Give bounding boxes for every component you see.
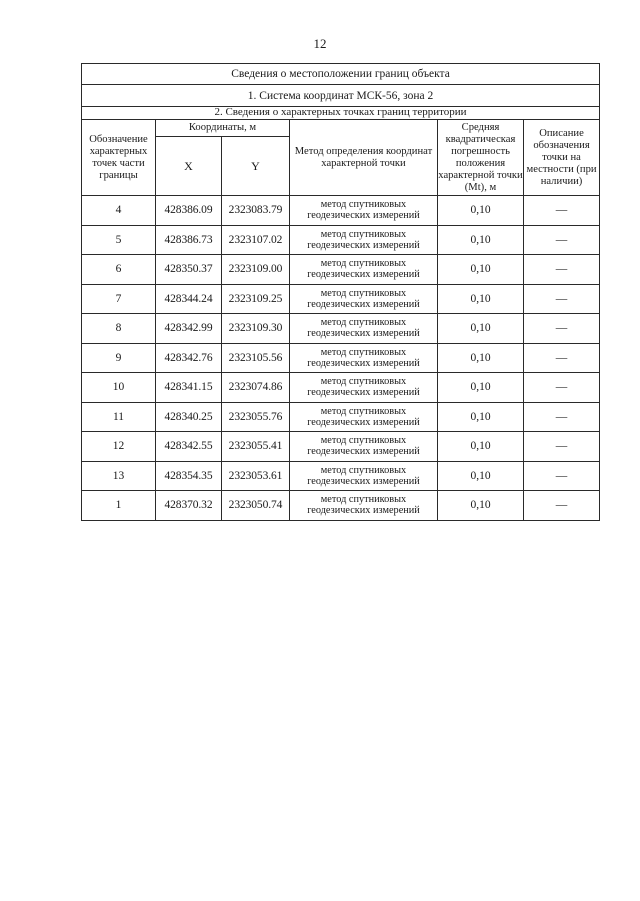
cell-method: метод спутниковых геодезических измерений xyxy=(290,343,438,373)
table-row xyxy=(82,314,600,344)
cell-description: — xyxy=(524,343,600,373)
header-coordinates: Координаты, м xyxy=(156,120,290,137)
cell-y: 2323107.02 xyxy=(222,225,290,255)
page-number: 12 xyxy=(313,36,327,51)
cell-point: 11 xyxy=(82,402,156,432)
header-point: Обозначение характерных точек части границы xyxy=(82,120,156,196)
table-row xyxy=(82,255,600,285)
table-row xyxy=(82,402,600,432)
cell-point: 1 xyxy=(82,491,156,521)
section-row-1 xyxy=(82,85,600,107)
cell-description: — xyxy=(524,196,600,226)
cell-description: — xyxy=(524,461,600,491)
table-row xyxy=(82,461,600,491)
header-accuracy: Средняя квадратическая погрешность положения характерной точки (Mt), м xyxy=(438,120,524,196)
cell-accuracy: 0,10 xyxy=(438,255,524,285)
cell-y: 2323109.00 xyxy=(222,255,290,285)
table-title-row xyxy=(82,64,600,85)
header-row-top xyxy=(82,120,600,137)
table-row xyxy=(82,284,600,314)
cell-method: метод спутниковых геодезических измерений xyxy=(290,461,438,491)
cell-method: метод спутниковых геодезических измерений xyxy=(290,255,438,285)
cell-y: 2323074.86 xyxy=(222,373,290,403)
cell-y: 2323050.74 xyxy=(222,491,290,521)
cell-description: — xyxy=(524,432,600,462)
cell-accuracy: 0,10 xyxy=(438,196,524,226)
cell-point: 12 xyxy=(82,432,156,462)
cell-accuracy: 0,10 xyxy=(438,284,524,314)
cell-x: 428344.24 xyxy=(156,284,222,314)
cell-method: метод спутниковых геодезических измерений xyxy=(290,196,438,226)
cell-method: метод спутниковых геодезических измерений xyxy=(290,284,438,314)
section-row-2 xyxy=(82,107,600,120)
cell-accuracy: 0,10 xyxy=(438,314,524,344)
cell-accuracy: 0,10 xyxy=(438,491,524,521)
table-row xyxy=(82,343,600,373)
coordinate-system-label: 1. Система координат МСК-56, зона 2 xyxy=(82,85,600,107)
header-x: X xyxy=(156,137,222,196)
cell-x: 428341.15 xyxy=(156,373,222,403)
boundary-points-section-label: 2. Сведения о характерных точках границ территории xyxy=(82,107,600,120)
cell-point: 4 xyxy=(82,196,156,226)
cell-y: 2323109.25 xyxy=(222,284,290,314)
cell-accuracy: 0,10 xyxy=(438,402,524,432)
cell-y: 2323105.56 xyxy=(222,343,290,373)
cell-method: метод спутниковых геодезических измерений xyxy=(290,373,438,403)
cell-method: метод спутниковых геодезических измерений xyxy=(290,225,438,255)
cell-description: — xyxy=(524,373,600,403)
cell-accuracy: 0,10 xyxy=(438,373,524,403)
cell-x: 428342.76 xyxy=(156,343,222,373)
cell-y: 2323055.76 xyxy=(222,402,290,432)
cell-description: — xyxy=(524,284,600,314)
table-row xyxy=(82,225,600,255)
table-row xyxy=(82,491,600,521)
table-row xyxy=(82,196,600,226)
cell-description: — xyxy=(524,255,600,285)
cell-x: 428354.35 xyxy=(156,461,222,491)
cell-y: 2323083.79 xyxy=(222,196,290,226)
cell-point: 5 xyxy=(82,225,156,255)
cell-accuracy: 0,10 xyxy=(438,225,524,255)
cell-x: 428386.73 xyxy=(156,225,222,255)
cell-description: — xyxy=(524,225,600,255)
cell-y: 2323109.30 xyxy=(222,314,290,344)
cell-point: 6 xyxy=(82,255,156,285)
cell-x: 428386.09 xyxy=(156,196,222,226)
cell-point: 13 xyxy=(82,461,156,491)
cell-accuracy: 0,10 xyxy=(438,343,524,373)
cell-point: 8 xyxy=(82,314,156,344)
cell-method: метод спутниковых геодезических измерений xyxy=(290,491,438,521)
boundary-points-table xyxy=(81,63,600,521)
cell-x: 428342.55 xyxy=(156,432,222,462)
table-row xyxy=(82,373,600,403)
cell-y: 2323053.61 xyxy=(222,461,290,491)
cell-x: 428350.37 xyxy=(156,255,222,285)
cell-accuracy: 0,10 xyxy=(438,461,524,491)
cell-description: — xyxy=(524,314,600,344)
cell-accuracy: 0,10 xyxy=(438,432,524,462)
cell-point: 10 xyxy=(82,373,156,403)
cell-method: метод спутниковых геодезических измерений xyxy=(290,314,438,344)
cell-description: — xyxy=(524,491,600,521)
cell-description: — xyxy=(524,402,600,432)
cell-point: 9 xyxy=(82,343,156,373)
header-description: Описание обозначения точки на местности (при наличии) xyxy=(524,120,600,196)
cell-y: 2323055.41 xyxy=(222,432,290,462)
cell-point: 7 xyxy=(82,284,156,314)
header-y: Y xyxy=(222,137,290,196)
table-row xyxy=(82,432,600,462)
cell-x: 428340.25 xyxy=(156,402,222,432)
cell-method: метод спутниковых геодезических измерений xyxy=(290,402,438,432)
cell-x: 428342.99 xyxy=(156,314,222,344)
cell-x: 428370.32 xyxy=(156,491,222,521)
header-method: Метод определения координат характерной точки xyxy=(290,120,438,196)
cell-method: метод спутниковых геодезических измерений xyxy=(290,432,438,462)
table-title: Сведения о местоположении границ объекта xyxy=(82,64,600,85)
